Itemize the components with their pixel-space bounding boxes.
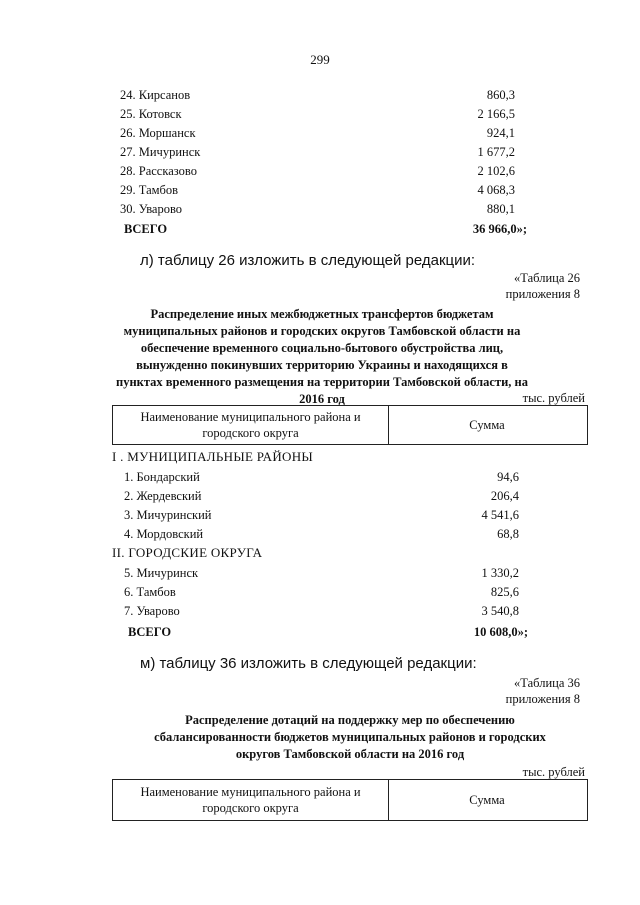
row-value: 68,8: [497, 527, 519, 541]
row-label: 26. Моршанск: [120, 126, 196, 140]
total-label: ВСЕГО: [124, 222, 168, 236]
list-item: [120, 126, 515, 145]
row-label: 1. Бондарский: [124, 470, 200, 484]
row-value: 1 330,2: [481, 566, 519, 580]
table-row: [124, 489, 519, 508]
row-label: 29. Тамбов: [120, 183, 179, 197]
row-label: 24. Кирсанов: [120, 88, 191, 102]
list-item: [120, 145, 515, 164]
row-label: 27. Мичуринск: [120, 145, 201, 159]
page-number: 299: [310, 52, 330, 67]
row-label: 2. Жердевский: [124, 489, 202, 503]
row-label: 6. Тамбов: [124, 585, 176, 599]
row-value: 4 068,3: [477, 183, 515, 197]
row-label: 3. Мичуринский: [124, 508, 212, 522]
total-row: [124, 222, 527, 241]
row-value: 880,1: [486, 202, 515, 216]
instruction-l: л) таблицу 26 изложить в следующей редакции:: [140, 252, 476, 269]
total-value: 10 608,0»;: [473, 625, 528, 639]
instruction-m: м) таблицу 36 изложить в следующей редакции:: [140, 655, 477, 672]
row-value: 860,3: [486, 88, 515, 102]
list-item: [120, 107, 515, 126]
table26-header: [112, 405, 588, 445]
row-value: 924,1: [486, 126, 515, 140]
table36-title: Распределение дотаций на поддержку мер по обеспечению сбалансированности бюджетов муниципальных районов и городских округов Тамбовской области на 2016 год: [154, 713, 546, 761]
table36-units: тыс. рублей: [522, 765, 585, 779]
row-label: 28. Рассказово: [120, 164, 197, 178]
total-value: 36 966,0»;: [472, 222, 527, 236]
table-row: [124, 470, 519, 489]
row-value: 825,6: [490, 585, 519, 599]
table36-caption: [506, 675, 580, 707]
table-row: [124, 604, 519, 623]
table36-header-name: Наименование муниципального района и городского округа: [113, 780, 389, 820]
row-value: 1 677,2: [477, 145, 515, 159]
row-value: 3 540,8: [481, 604, 519, 618]
row-label: 25. Котовск: [120, 107, 182, 121]
list-item: [120, 88, 515, 107]
table26-units: тыс. рублей: [522, 391, 585, 405]
table-row: [124, 566, 519, 585]
table-row: [124, 527, 519, 546]
row-value: 4 541,6: [481, 508, 519, 522]
table36-header: [112, 779, 588, 821]
row-value: 2 166,5: [477, 107, 515, 121]
list-item: [120, 183, 515, 202]
table26-caption-line1: «Таблица 26: [514, 271, 580, 285]
table26-title: Распределение иных межбюджетных трансфертов бюджетам муниципальных районов и городских округов Тамбовской области на обеспечение временного социально-бытового обустройства лиц, вынужденно покинувших территорию Украины и находящихся в пунктах временного размещения на территории Тамбовской области, на 2016 год: [116, 307, 528, 406]
row-value: 94,6: [497, 470, 519, 484]
row-label: 7. Уварово: [124, 604, 180, 618]
row-label: 5. Мичуринск: [124, 566, 199, 580]
list-item: [120, 164, 515, 183]
row-label: 4. Мордовский: [124, 527, 204, 541]
table-row: [124, 585, 519, 604]
table26-caption: [506, 270, 580, 302]
table26-section-districts: I . МУНИЦИПАЛЬНЫЕ РАЙОНЫ: [112, 449, 314, 464]
total-label: ВСЕГО: [128, 625, 172, 639]
list-item: [120, 202, 515, 221]
table36-caption-line1: «Таблица 36: [514, 676, 580, 690]
table26-header-name: Наименование муниципального района и городского округа: [113, 406, 389, 444]
table26-caption-line2: приложения 8: [505, 287, 580, 301]
row-value: 2 102,6: [477, 164, 515, 178]
table26-section-cities: II. ГОРОДСКИЕ ОКРУГА: [112, 545, 263, 560]
table36-header-sum: Сумма: [469, 792, 505, 807]
table26-header-sum: Сумма: [469, 417, 505, 432]
table-row: [124, 508, 519, 527]
total-row: [128, 625, 528, 644]
row-value: 206,4: [490, 489, 519, 503]
table36-caption-line2: приложения 8: [505, 692, 580, 706]
row-label: 30. Уварово: [120, 202, 183, 216]
